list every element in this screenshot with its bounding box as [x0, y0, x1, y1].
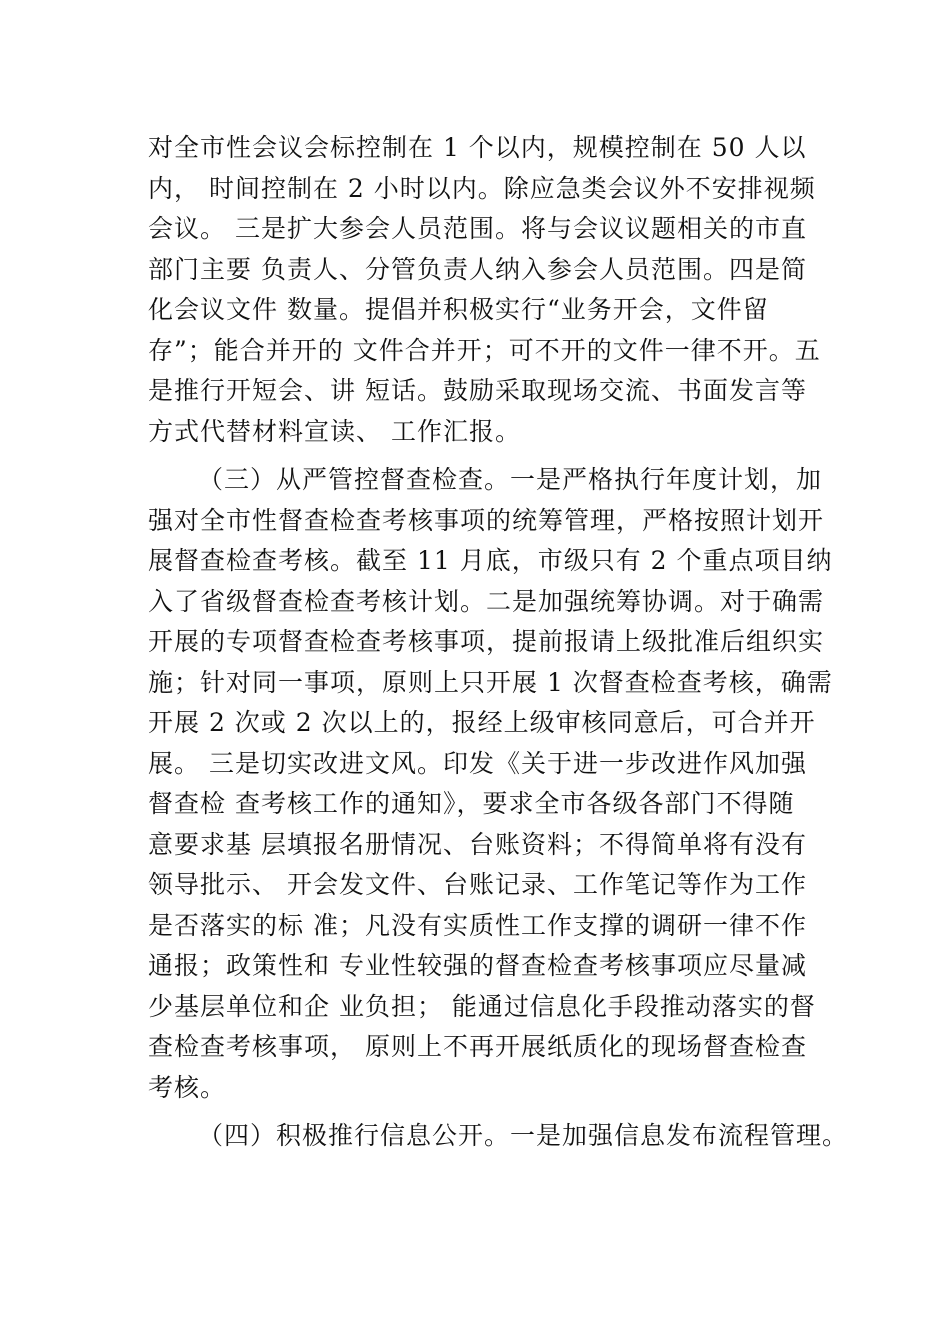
- text-line: 督查检 查考核工作的通知》，要求全市各级各部门不得随: [148, 789, 795, 818]
- text-line: 部门主要 负责人、分管负责人纳入参会人员范围。四是简: [148, 254, 807, 284]
- text-line: 考核。: [148, 1072, 227, 1102]
- paragraph-gap: [148, 452, 828, 460]
- text-line: 查检查考核事项， 原则上不再开展纸质化的现场督查检查: [148, 1032, 807, 1061]
- text-line: 施；针对同一事项，原则上只开展 1 次督查检查考核，确需: [148, 667, 833, 697]
- text-line: 是推行开短会、讲 短话。鼓励采取现场交流、书面发言等: [148, 376, 807, 405]
- text-line: 通报；政策性和 专业性较强的督查检查考核事项应尽量减: [148, 951, 807, 980]
- paragraph-meeting-control: [148, 128, 828, 452]
- text-line: 展督查检查考核。截至 11 月底，市级只有 2 个重点项目纳: [148, 546, 833, 575]
- paragraph-inspection-control: [148, 460, 833, 1108]
- text-line: 开展 2 次或 2 次以上的，报经上级审核同意后，可合并开: [148, 708, 816, 737]
- text-line: 展。 三是切实改进文风。印发《关于进一步改进作风加强: [148, 748, 807, 778]
- text-line: 意要求基 层填报名册情况、台账资料；不得简单将有没有: [148, 829, 807, 859]
- document-body: [148, 128, 849, 1157]
- paragraph-gap: [148, 1108, 828, 1116]
- text-line: 领导批示、 开会发文件、台账记录、工作笔记等作为工作: [148, 870, 807, 899]
- text-line: 少基层单位和企 业负担； 能通过信息化手段推动落实的督: [148, 991, 816, 1021]
- text-line: 内， 时间控制在 2 小时以内。除应急类会议外不安排视频: [148, 173, 816, 203]
- text-line: 存”；能合并开的 文件合并开；可不开的文件一律不开。五: [148, 335, 821, 365]
- text-line: 入了省级督查检查考核计划。二是加强统筹协调。对于确需: [148, 586, 825, 616]
- text-line: （四）积极推行信息公开。一是加强信息发布流程管理。: [198, 1121, 849, 1150]
- text-line: 化会议文件 数量。提倡并积极实行“业务开会，文件留: [148, 295, 769, 324]
- text-line: 开展的专项督查检查考核事项，提前报请上级批准后组织实: [148, 627, 825, 656]
- text-line: （三）从严管控督查检查。一是严格执行年度计划，加: [198, 465, 823, 494]
- text-line: 强对全市性督查检查考核事项的统筹管理，严格按照计划开: [148, 505, 825, 535]
- text-line: 会议。 三是扩大参会人员范围。将与会议议题相关的市直: [148, 214, 807, 243]
- text-line: 方式代替材料宣读、 工作汇报。: [148, 416, 521, 446]
- text-line: 是否落实的标 准；凡没有实质性工作支撑的调研一律不作: [148, 910, 807, 940]
- paragraph-information-disclosure: [148, 1116, 849, 1157]
- text-line: 对全市性会议会标控制在 1 个以内，规模控制在 50 人以: [148, 133, 807, 162]
